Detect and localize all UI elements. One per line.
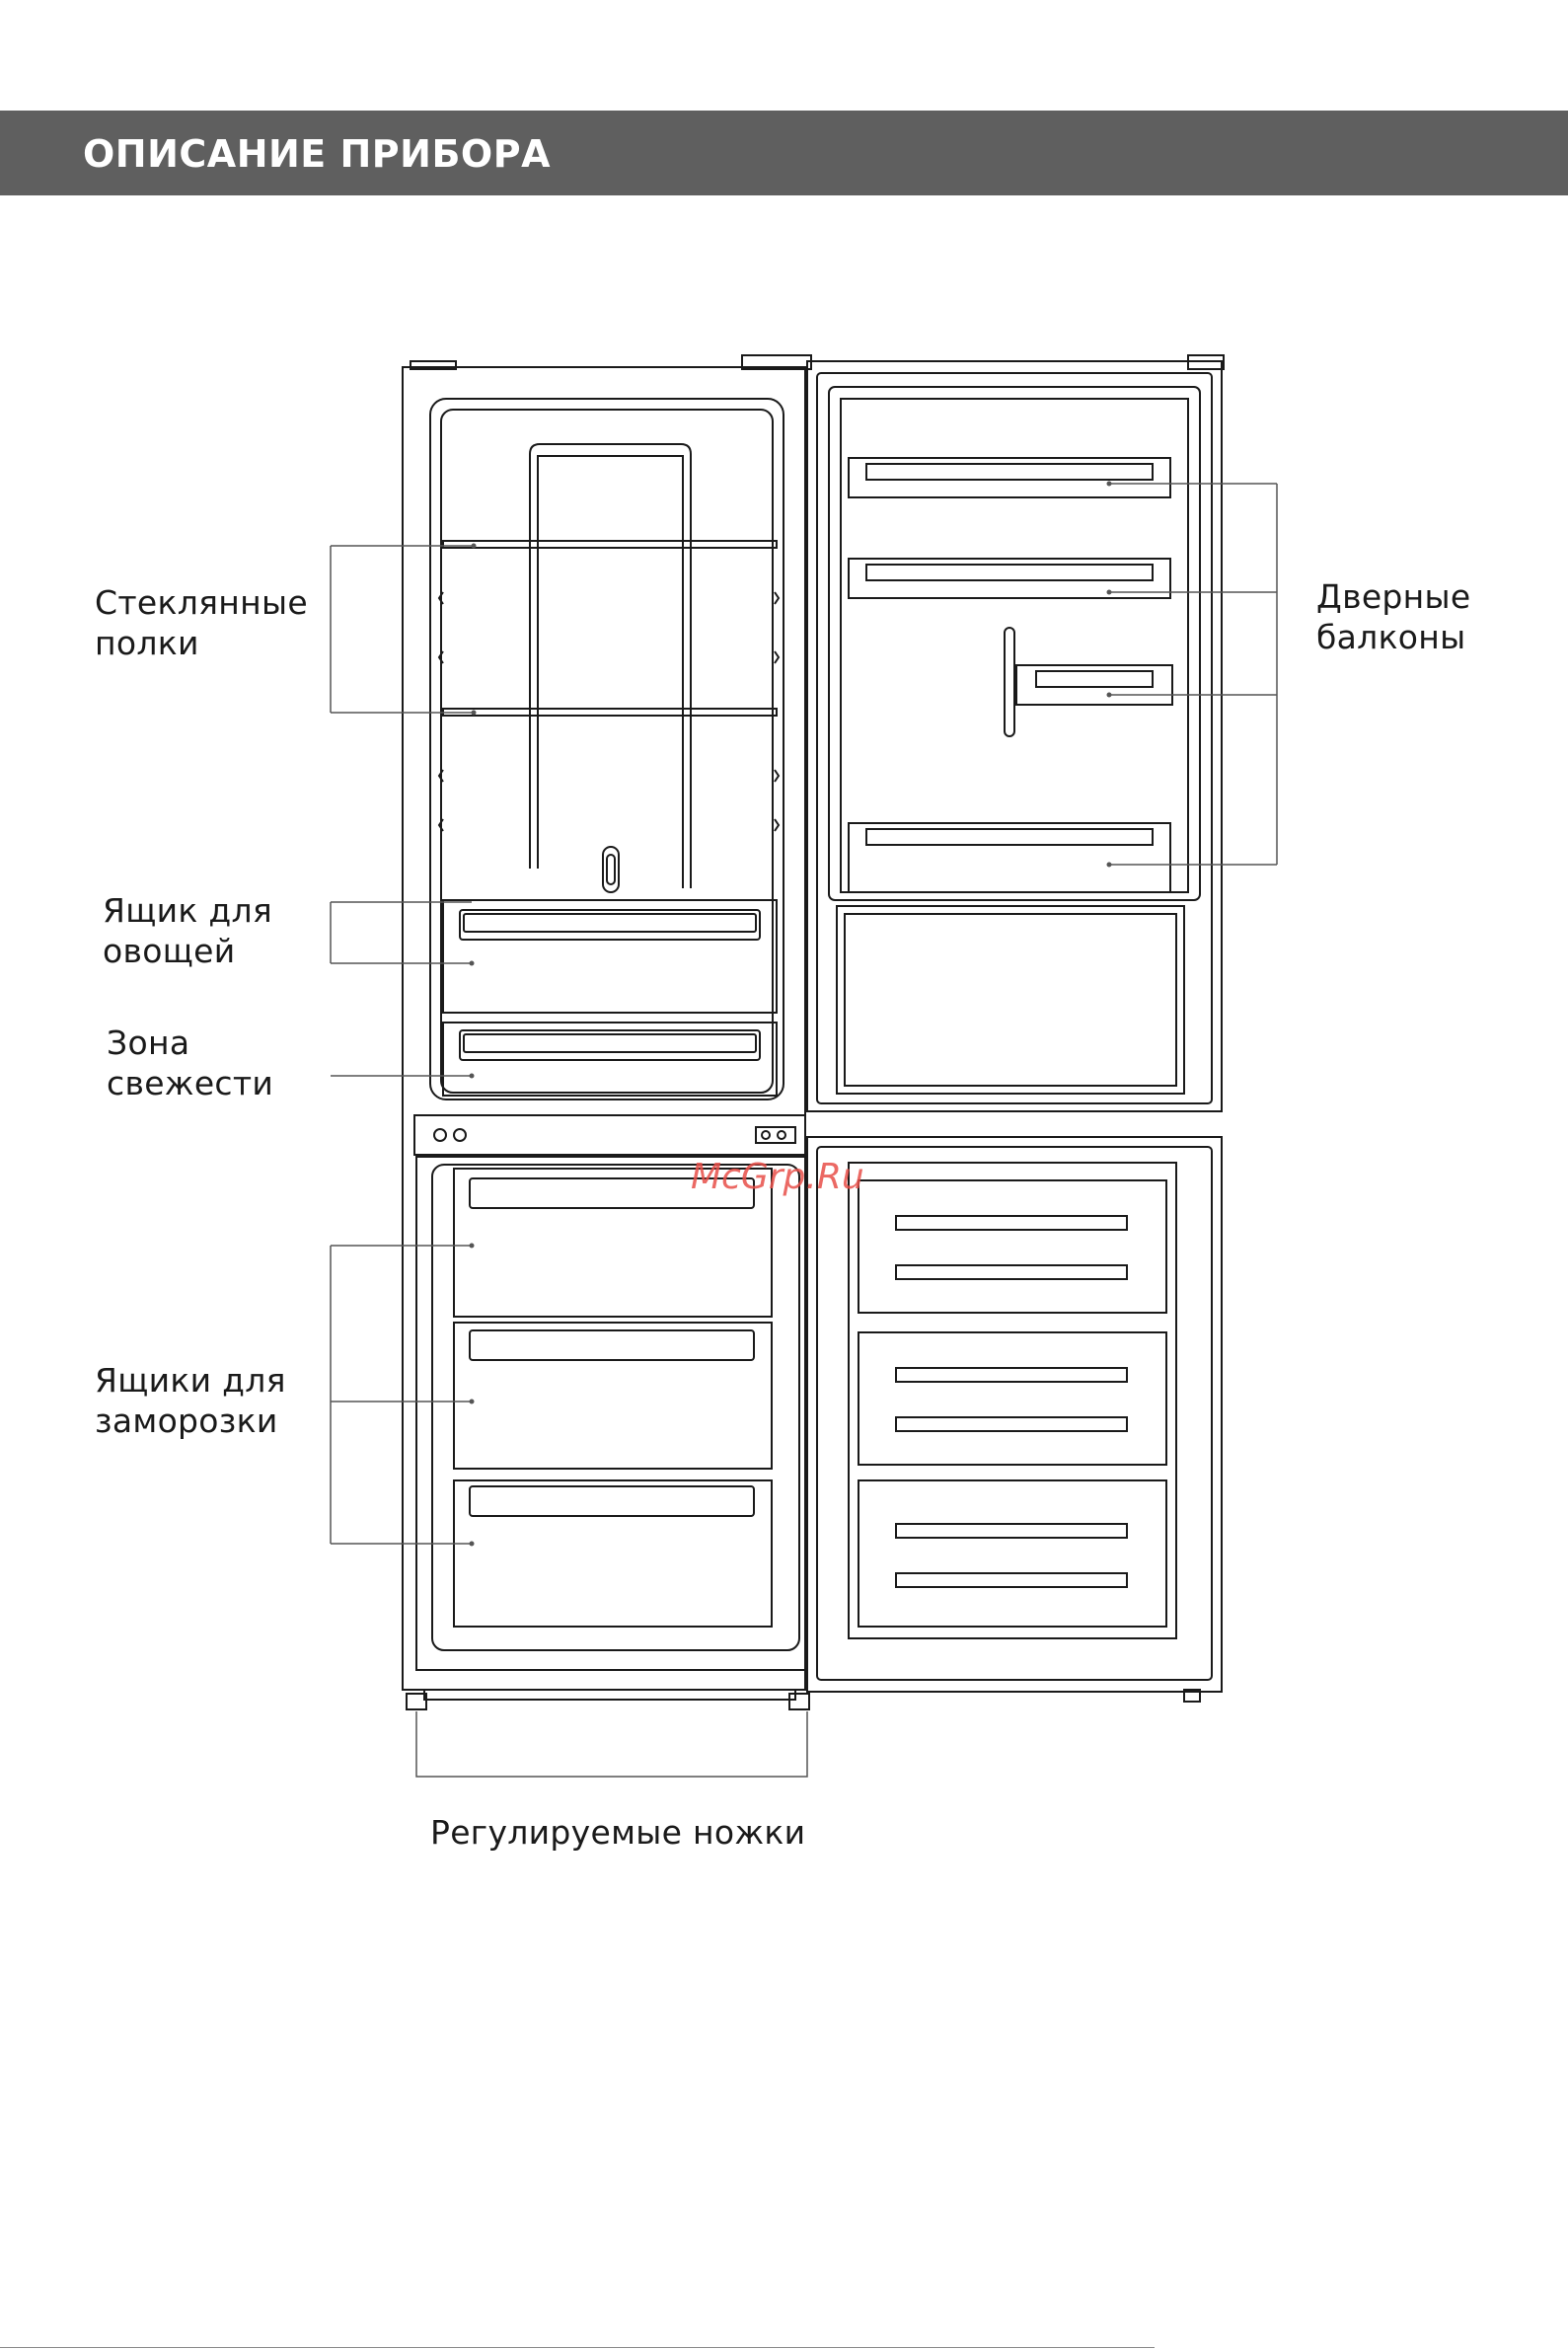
page-title: ОПИСАНИЕ ПРИБОРА — [83, 132, 551, 176]
page-bottom-rule — [0, 2347, 1155, 2348]
cabinet-body — [403, 361, 809, 1709]
adjustable-feet — [407, 1690, 809, 1709]
freshness-zone-drawer — [443, 1023, 777, 1096]
fridge-door — [742, 355, 1224, 1111]
label-glass-shelves — [95, 582, 308, 663]
label-glass-shelves-line1: Стеклянные — [95, 583, 308, 622]
label-freshness-zone-line1: Зона — [107, 1023, 190, 1062]
freezer-drawers — [454, 1169, 772, 1627]
leader-lines — [331, 484, 1277, 1777]
label-freezer-drawers-line2: заморозки — [95, 1402, 278, 1440]
label-freezer-drawers-line1: Ящики для — [95, 1361, 286, 1400]
label-door-balconies-line1: Дверные — [1316, 577, 1471, 616]
label-vegetable-drawer-line1: Ящик для — [103, 891, 273, 930]
label-freezer-drawers — [95, 1360, 286, 1441]
label-vegetable-drawer — [103, 890, 272, 971]
label-vegetable-drawer-line2: овощей — [103, 932, 236, 970]
watermark-text: McGrp.Ru — [691, 1157, 864, 1197]
label-glass-shelves-line2: полки — [95, 624, 199, 662]
label-door-balconies-line2: балконы — [1316, 618, 1466, 656]
label-door-balconies — [1316, 576, 1471, 657]
vegetable-drawer — [443, 900, 777, 1013]
door-balconies — [849, 458, 1172, 892]
label-adjustable-feet: Регулируемые ножки — [430, 1813, 806, 1852]
label-freshness-zone — [107, 1023, 273, 1103]
glass-shelves — [439, 541, 779, 831]
freezer-door — [807, 1137, 1222, 1702]
label-freshness-zone-line2: свежести — [107, 1064, 274, 1102]
